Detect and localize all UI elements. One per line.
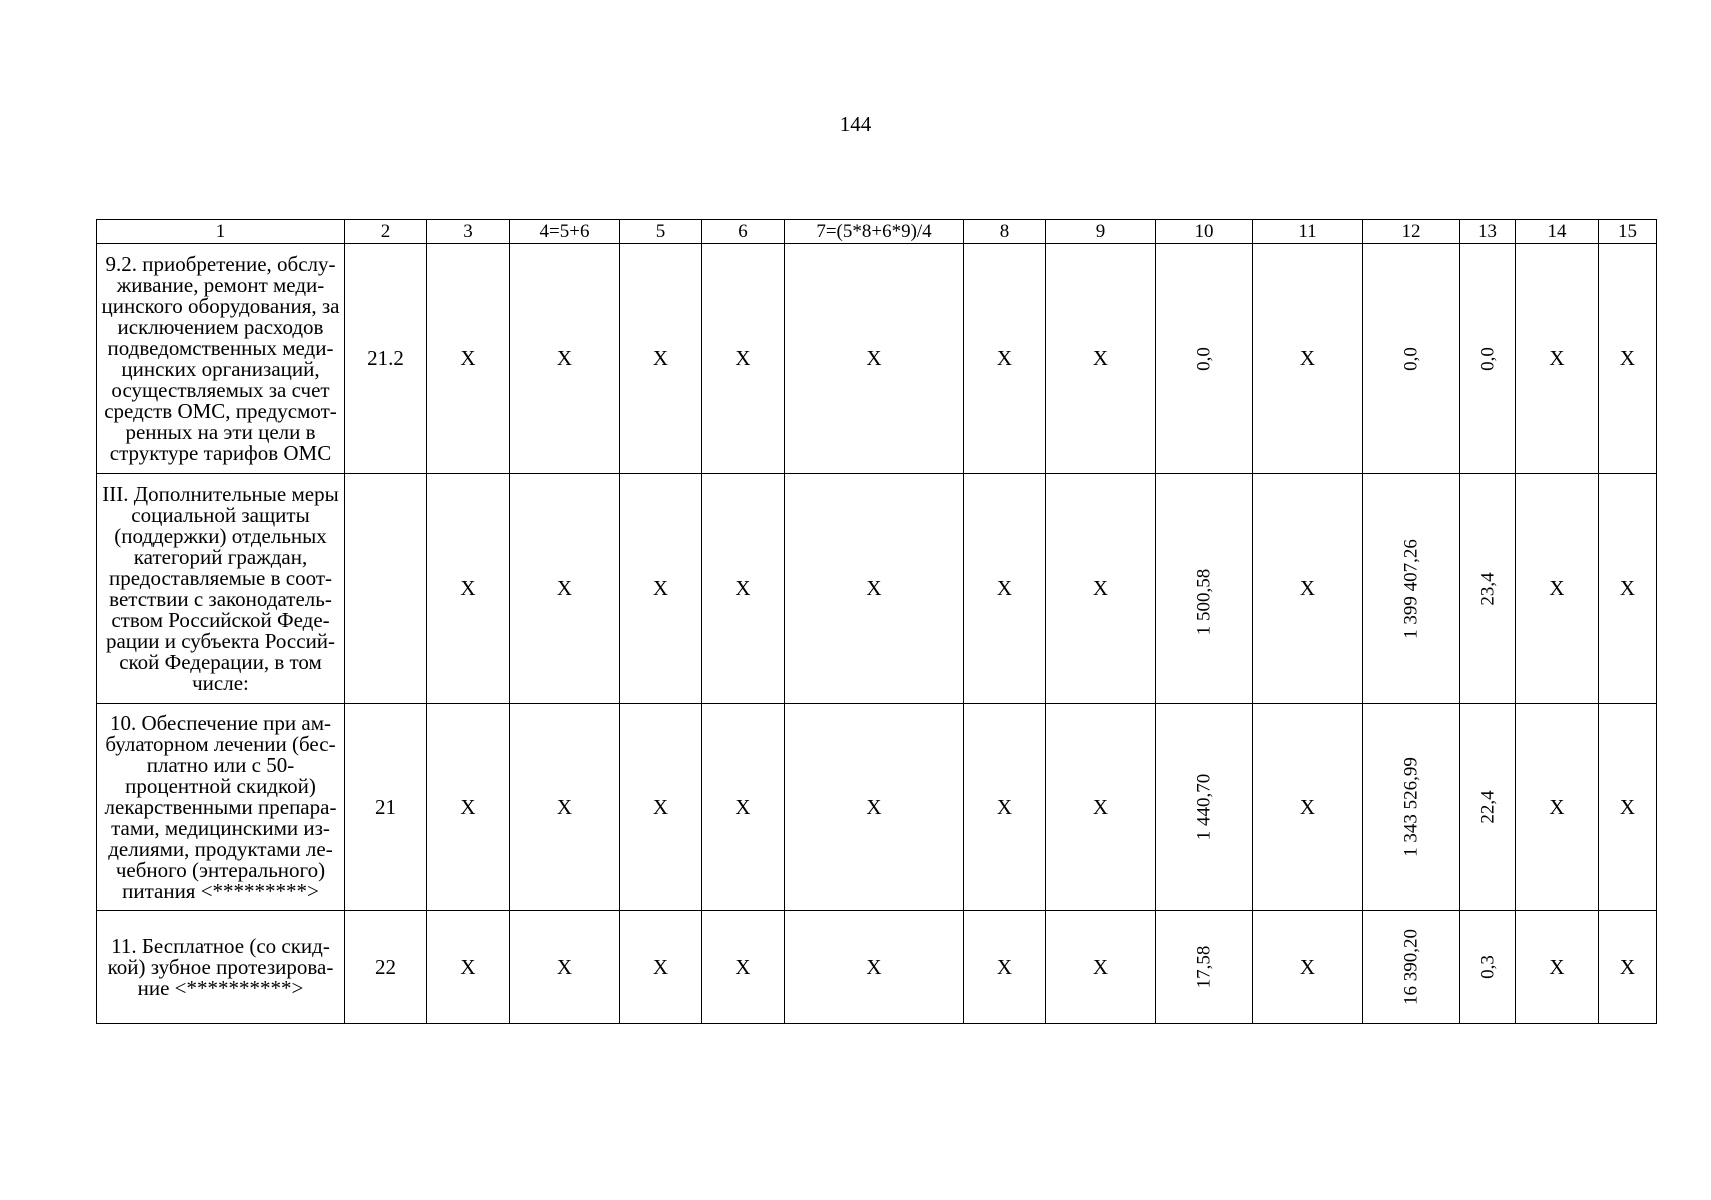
column-header: 13 — [1460, 220, 1516, 244]
cell-col-4: X — [510, 704, 620, 911]
cell-value: 1 399 407,26 — [1400, 538, 1422, 639]
cell-col-10 — [1156, 244, 1253, 474]
cell-col-3: X — [427, 704, 510, 911]
cell-col-12 — [1363, 244, 1460, 474]
cell-col-5: X — [620, 704, 702, 911]
cell-value: 1 440,70 — [1193, 773, 1215, 841]
cell-col-14: X — [1516, 911, 1599, 1024]
cell-col-13 — [1460, 244, 1516, 474]
cell-col-15: X — [1599, 474, 1657, 704]
cell-col-3: X — [427, 244, 510, 474]
cell-col-12 — [1363, 911, 1460, 1024]
column-header: 6 — [702, 220, 785, 244]
cell-col-13 — [1460, 704, 1516, 911]
cell-value: 17,58 — [1193, 945, 1215, 989]
cell-col-6: X — [702, 911, 785, 1024]
cell-value: 1 500,58 — [1193, 568, 1215, 636]
cell-col-10 — [1156, 911, 1253, 1024]
cell-value: 23,4 — [1477, 571, 1498, 606]
cell-col-13 — [1460, 474, 1516, 704]
cell-col-4: X — [510, 911, 620, 1024]
cell-col-9: X — [1046, 911, 1156, 1024]
column-header: 15 — [1599, 220, 1657, 244]
cell-col-7: X — [785, 474, 964, 704]
row-name: 11. Бесплатное (со скид-кой) зубное протезирова-ние <**********> — [97, 911, 345, 1024]
cell-col-12 — [1363, 474, 1460, 704]
cell-col-13 — [1460, 911, 1516, 1024]
cell-col-15: X — [1599, 911, 1657, 1024]
cell-col-5: X — [620, 244, 702, 474]
column-header: 5 — [620, 220, 702, 244]
cell-value: 0,0 — [1193, 346, 1215, 371]
cell-value: 0,0 — [1477, 346, 1498, 371]
cell-col-5: X — [620, 911, 702, 1024]
table-row — [97, 474, 1657, 704]
cell-value: 22,4 — [1477, 790, 1498, 824]
cell-col-4: X — [510, 244, 620, 474]
cell-col-9: X — [1046, 244, 1156, 474]
column-header: 4=5+6 — [510, 220, 620, 244]
cell-col-11: X — [1253, 244, 1363, 474]
row-name: 10. Обеспечение при ам-булаторном лечении (бес-платно или с 50-процентной скидкой) лекарственными препара-тами, медицинскими из-делиями, продуктами ле-чебного (энтерального) питания <*********> — [97, 704, 345, 911]
column-header: 11 — [1253, 220, 1363, 244]
cell-col-6: X — [702, 474, 785, 704]
cell-col-11: X — [1253, 704, 1363, 911]
column-header: 8 — [964, 220, 1046, 244]
cell-col-9: X — [1046, 474, 1156, 704]
cell-col-3: X — [427, 474, 510, 704]
row-name: 9.2. приобретение, обслу-живание, ремонт меди-цинского оборудования, за исключением расходов подведомственных меди-цинских организаций, осуществляемых за счет средств ОМС, предусмот-ренных на эти цели в структуре тарифов ОМС — [97, 244, 345, 474]
table-row — [97, 244, 1657, 474]
cell-col-11: X — [1253, 911, 1363, 1024]
data-table — [96, 219, 1657, 1024]
column-header: 2 — [345, 220, 427, 244]
row-code: 22 — [345, 911, 427, 1024]
column-header: 14 — [1516, 220, 1599, 244]
row-code: 21.2 — [345, 244, 427, 474]
cell-col-10 — [1156, 704, 1253, 911]
cell-col-8: X — [964, 474, 1046, 704]
column-header: 7=(5*8+6*9)/4 — [785, 220, 964, 244]
cell-col-11: X — [1253, 474, 1363, 704]
column-header: 3 — [427, 220, 510, 244]
column-header: 1 — [97, 220, 345, 244]
row-name: III. Дополнительные меры социальной защиты (поддержки) отдельных категорий граждан, предоставляемые в соот-ветствии с законодатель-ством Российской Феде-рации и субъекта Россий-ской Федерации, в том числе: — [97, 474, 345, 704]
cell-col-7: X — [785, 244, 964, 474]
cell-value: 0,0 — [1400, 346, 1422, 371]
cell-col-8: X — [964, 244, 1046, 474]
column-header: 9 — [1046, 220, 1156, 244]
cell-value: 0,3 — [1477, 955, 1498, 979]
cell-col-6: X — [702, 704, 785, 911]
cell-col-12 — [1363, 704, 1460, 911]
cell-col-5: X — [620, 474, 702, 704]
column-header: 12 — [1363, 220, 1460, 244]
cell-col-8: X — [964, 911, 1046, 1024]
cell-col-10 — [1156, 474, 1253, 704]
cell-col-7: X — [785, 704, 964, 911]
cell-col-4: X — [510, 474, 620, 704]
row-code: 21 — [345, 704, 427, 911]
table-row — [97, 911, 1657, 1024]
page-number: 144 — [839, 112, 872, 136]
cell-col-8: X — [964, 704, 1046, 911]
cell-col-14: X — [1516, 704, 1599, 911]
cell-col-15: X — [1599, 244, 1657, 474]
cell-col-14: X — [1516, 244, 1599, 474]
cell-col-15: X — [1599, 704, 1657, 911]
row-code — [345, 474, 427, 704]
cell-value: 16 390,20 — [1400, 929, 1422, 1005]
cell-col-9: X — [1046, 704, 1156, 911]
column-header: 10 — [1156, 220, 1253, 244]
cell-value: 1 343 526,99 — [1400, 757, 1422, 857]
header-row — [97, 220, 1657, 244]
cell-col-3: X — [427, 911, 510, 1024]
cell-col-6: X — [702, 244, 785, 474]
table-row — [97, 704, 1657, 911]
cell-col-14: X — [1516, 474, 1599, 704]
cell-col-7: X — [785, 911, 964, 1024]
